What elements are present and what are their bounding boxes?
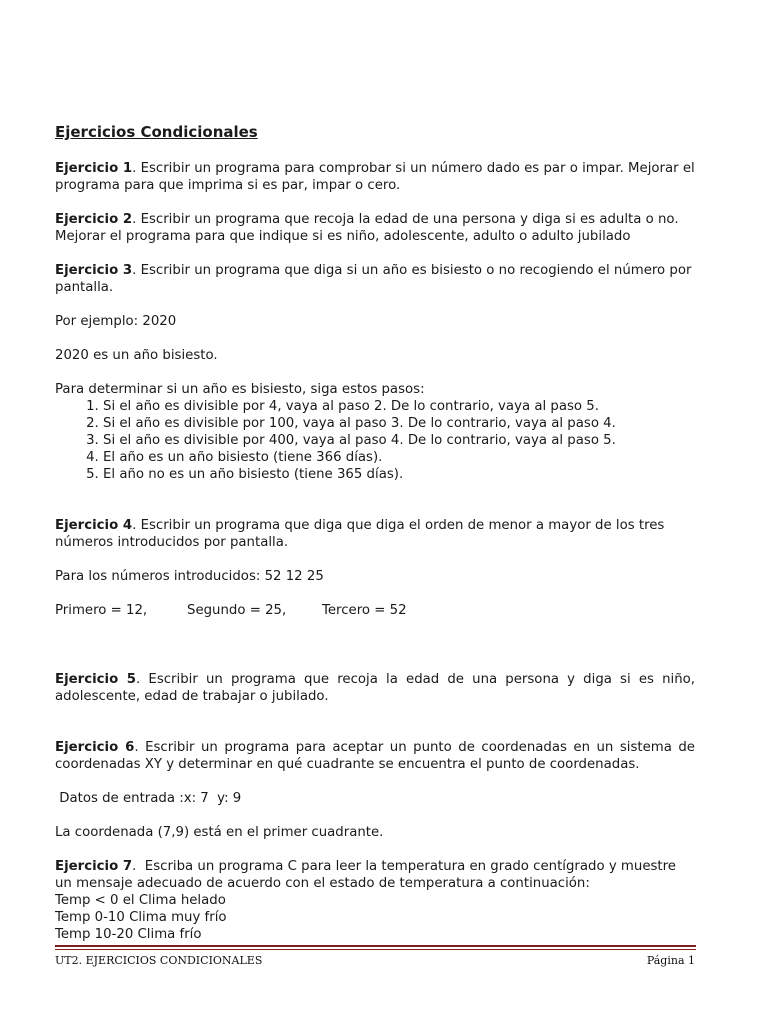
list-item: 2. Si el año es divisible por 100, vaya al paso 3. De lo contrario, vaya al paso 4. [103, 415, 695, 432]
exercise-label: Ejercicio 5 [55, 672, 137, 687]
footer-divider [55, 945, 696, 947]
exercise-label: Ejercicio 2 [55, 212, 133, 227]
page-number: Página 1 [646, 954, 695, 967]
exercise-6-result: La coordenada (7,9) está en el primer cuadrante. [55, 825, 384, 840]
list-item: 1. Si el año es divisible por 4, vaya al paso 2. De lo contrario, vaya al paso 5. [103, 398, 695, 415]
exercise-4-input: Para los números introducidos: 52 12 25 [55, 569, 324, 584]
exercise-3-steps-intro: Para determinar si un año es bisiesto, siga estos pasos: [55, 382, 425, 397]
exercise-text: . Escribir un programa para aceptar un punto de coordenadas en un sistema de coordenadas XY y determinar en qué cuadrante se encuentra el punto de coordenadas. [55, 740, 695, 772]
exercise-7 [55, 858, 695, 892]
page-title: Ejercicios Condicionales [55, 123, 258, 141]
exercise-label: Ejercicio 1 [55, 161, 133, 176]
exercise-text: . Escriba un programa C para leer la temperatura en grado centígrado y muestre un mensaje adecuado de acuerdo con el estado de temperatura a continuación: [55, 859, 681, 891]
exercise-1 [55, 160, 695, 194]
exercise-text: . Escribir un programa que diga que diga el orden de menor a mayor de los tres números introducidos por pantalla. [55, 518, 665, 550]
exercise-6 [55, 739, 695, 773]
exercise-3-steps [55, 398, 695, 483]
footer-divider-thin [55, 949, 696, 950]
exercise-7-line: Temp < 0 el Clima helado [55, 893, 226, 908]
output-second: Segundo = 25, [187, 603, 287, 618]
exercise-text: . Escribir un programa que recoja la edad de una persona y diga si es niño, adolescente, edad de trabajar o jubilado. [55, 672, 695, 704]
exercise-2 [55, 211, 695, 245]
exercise-3 [55, 262, 695, 296]
exercise-label: Ejercicio 7 [55, 859, 133, 874]
page-content [55, 122, 695, 943]
exercise-3-result: 2020 es un año bisiesto. [55, 348, 218, 363]
exercise-label: Ejercicio 3 [55, 263, 133, 278]
list-item: 5. El año no es un año bisiesto (tiene 365 días). [103, 466, 695, 483]
footer-header-text: UT2. EJERCICIOS CONDICIONALES [55, 954, 263, 967]
exercise-label: Ejercicio 6 [55, 740, 135, 755]
output-third: Tercero = 52 [322, 603, 407, 618]
exercise-4 [55, 517, 695, 551]
exercise-text: . Escribir un programa para comprobar si un número dado es par o impar. Mejorar el programa para que imprima si es par, impar o cero. [55, 161, 695, 193]
exercise-4-output [55, 602, 695, 619]
exercise-5 [55, 671, 695, 705]
output-first: Primero = 12, [55, 603, 148, 618]
exercise-7-line: Temp 10-20 Clima frío [55, 927, 202, 942]
exercise-text: . Escribir un programa que recoja la edad de una persona y diga si es adulta o no. Mejorar el programa para que indique si es niño, adolescente, adulto o adulto jubilado [55, 212, 679, 244]
exercise-label: Ejercicio 4 [55, 518, 133, 533]
exercise-6-input: Datos de entrada :x: 7 y: 9 [55, 791, 242, 806]
exercise-3-example: Por ejemplo: 2020 [55, 314, 177, 329]
list-item: 4. El año es un año bisiesto (tiene 366 días). [103, 449, 695, 466]
exercise-text: . Escribir un programa que diga si un año es bisiesto o no recogiendo el número por pantalla. [55, 263, 692, 295]
exercise-7-line: Temp 0-10 Clima muy frío [55, 910, 227, 925]
list-item: 3. Si el año es divisible por 400, vaya al paso 4. De lo contrario, vaya al paso 5. [103, 432, 695, 449]
